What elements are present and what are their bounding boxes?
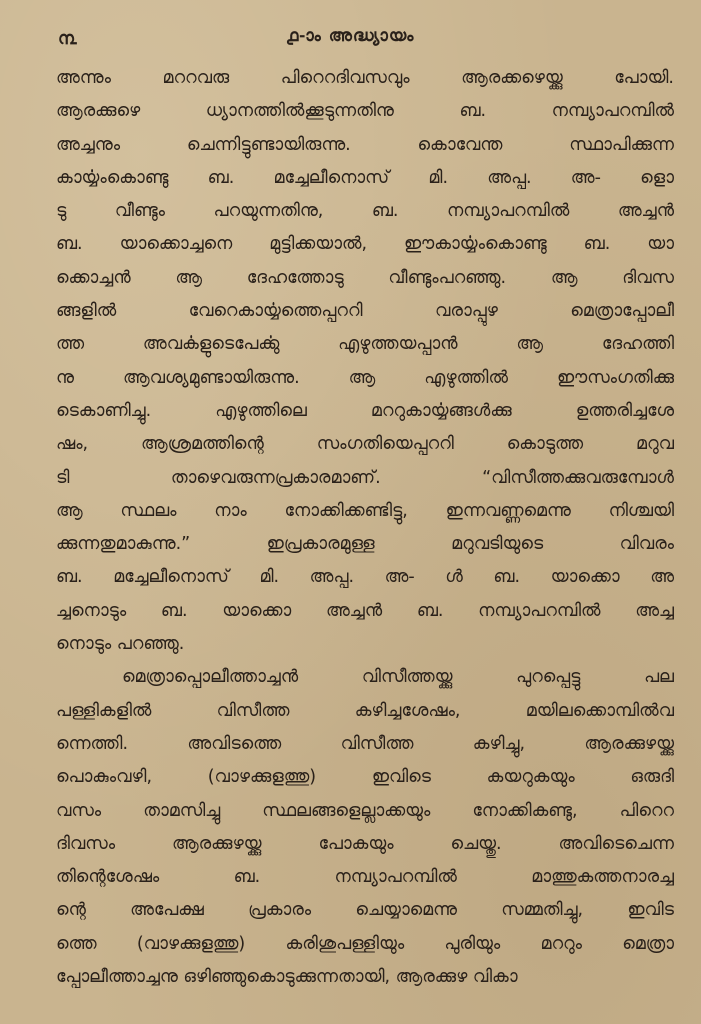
body-text <box>56 62 674 994</box>
text-line: ബ. മച്ചേലീനൊസ് മി. അപ്പ. അ- ൾ ബ. യാക്കൊ അ <box>56 567 674 588</box>
text-line: ബ. യാക്കൊച്ചനെ മുട്ടിക്കയാൽ, ഈകാൎയ്യംകൊണ്ടു ബ. യാ <box>56 234 674 255</box>
text-line: വസം താമസിച്ചു സ്ഥലങ്ങളെല്ലാക്കയും നോക്കികണ്ടു, പിറെറ <box>56 800 674 821</box>
text-line: ന്റെ അപേക്ഷ പ്രകാരം ചെയ്യാമെന്നു സമ്മതിച്ചു, ഇവിട <box>56 900 674 921</box>
text-line: പള്ളികളിൽ വിസീത്ത കഴിച്ചശേഷം, മയിലക്കൊമ്പിൽവ <box>56 700 674 721</box>
text-line: ന്നെത്തി. അവിടത്തെ വിസീത്ത കഴിച്ചു, ആരക്കുഴയ്ക്കു <box>56 733 674 754</box>
text-line: ആരക്കുഴെ ധ്യാനത്തിൽക്കൂടുന്നതിനു ബ. നമ്പ്യാപറമ്പിൽ <box>56 101 674 122</box>
text-line: ഷം, ആശ്രമത്തിന്റെ സംഗതിയെപ്പററി കൊടുത്ത മറുവ <box>56 434 674 455</box>
page-number: ൩ <box>58 28 77 49</box>
text-line: നൊടും പറഞ്ഞു. <box>56 634 185 655</box>
paragraph <box>56 62 674 661</box>
text-line: ദിവസം ആരക്കുഴയ്ക്കു പോകയും ചെയ്തു. അവിടെചെന്ന <box>56 833 674 854</box>
text-line: അച്ചനും ചെന്നിട്ടുണ്ടായിരുന്നു. കൊവേന്ത സ്ഥാപിക്കുന്ന <box>56 134 674 155</box>
text-line: പൊകുംവഴി, (വാഴക്കുളത്തു) ഇവിടെ കയറുകയും ഒരുദി <box>56 767 674 788</box>
text-line: ക്കൊച്ചൻ ആ ദേഹത്തോടു വീണ്ടുംപറഞ്ഞു. ആ ദിവസ <box>56 267 674 288</box>
text-line: ടെകാണിച്ചു. എഴുത്തിലെ മററുകാൎയ്യങ്ങൾക്കു ഉത്തരിച്ചശേ <box>56 400 674 421</box>
text-line: അന്നും മററവരു പിറെറദിവസവും ആരക്കഴെയ്ക്കു പോയി. <box>56 68 674 88</box>
text-line: ടി താഴെവരുന്നപ്രകാരമാണ്. “വിസീത്തക്കുവരുമ്പോൾ <box>56 467 674 488</box>
text-line: ക്കുന്നതുമാകുന്നു.” ഇപ്രകാരമുള്ള മറുവടിയുടെ വിവരം <box>56 534 674 555</box>
text-line: ത്ത അവൎകളുടെപേൎക്കു എഴുത്തയപ്പാൻ ആ ദേഹത്തി <box>56 334 674 355</box>
chapter-title: ൧-ാം അദ്ധ്യായം <box>286 26 415 46</box>
text-line: പ്പോലീത്താച്ചനു ഒഴിഞ്ഞുകൊടുക്കുന്നതായി, ആരക്കുഴ വികാ <box>56 967 518 988</box>
text-line: തിന്റെശേഷം ബ. നമ്പ്യാപറമ്പിൽ മാത്തുകത്തനാരച്ച <box>56 867 674 888</box>
page-header <box>52 26 649 54</box>
text-line: കാൎയ്യംകൊണ്ടു ബ. മച്ചേലീനൊസ് മി. അപ്പ. അ- ളൊ <box>56 167 674 188</box>
text-line: നു ആവശ്യമുണ്ടായിരുന്നു. ആ എഴുത്തിൽ ഈസംഗതിക്കു <box>56 367 674 388</box>
text-line: ആ സ്ഥലം നാം നോക്കിക്കണ്ടിട്ടു, ഇന്നവണ്ണമെന്നു നിശ്ചയി <box>56 500 674 521</box>
text-line: ത്തെ (വാഴക്കുളത്തു) കരിശുപള്ളിയും പുരിയും മററും മെത്രാ <box>56 933 674 954</box>
text-line: ടു വീണ്ടും പറയുന്നതിനു, ബ. നമ്പ്യാപറമ്പിൽ അച്ചൻ <box>56 201 674 222</box>
text-line: ച്ചനൊടും ബ. യാക്കൊ അച്ചൻ ബ. നമ്പ്യാപറമ്പിൽ അച്ച <box>56 600 674 621</box>
text-line: മെത്രാപ്പൊലീത്താച്ചൻ വിസീത്തയ്ക്കു പുറപ്പെട്ടു പല <box>122 667 674 688</box>
paragraph <box>56 661 674 994</box>
text-line: ങ്ങളിൽ വേറെകാൎയ്യത്തെപ്പററി വരാപ്പുഴ മെത്രാപ്പോലീ <box>56 301 674 322</box>
